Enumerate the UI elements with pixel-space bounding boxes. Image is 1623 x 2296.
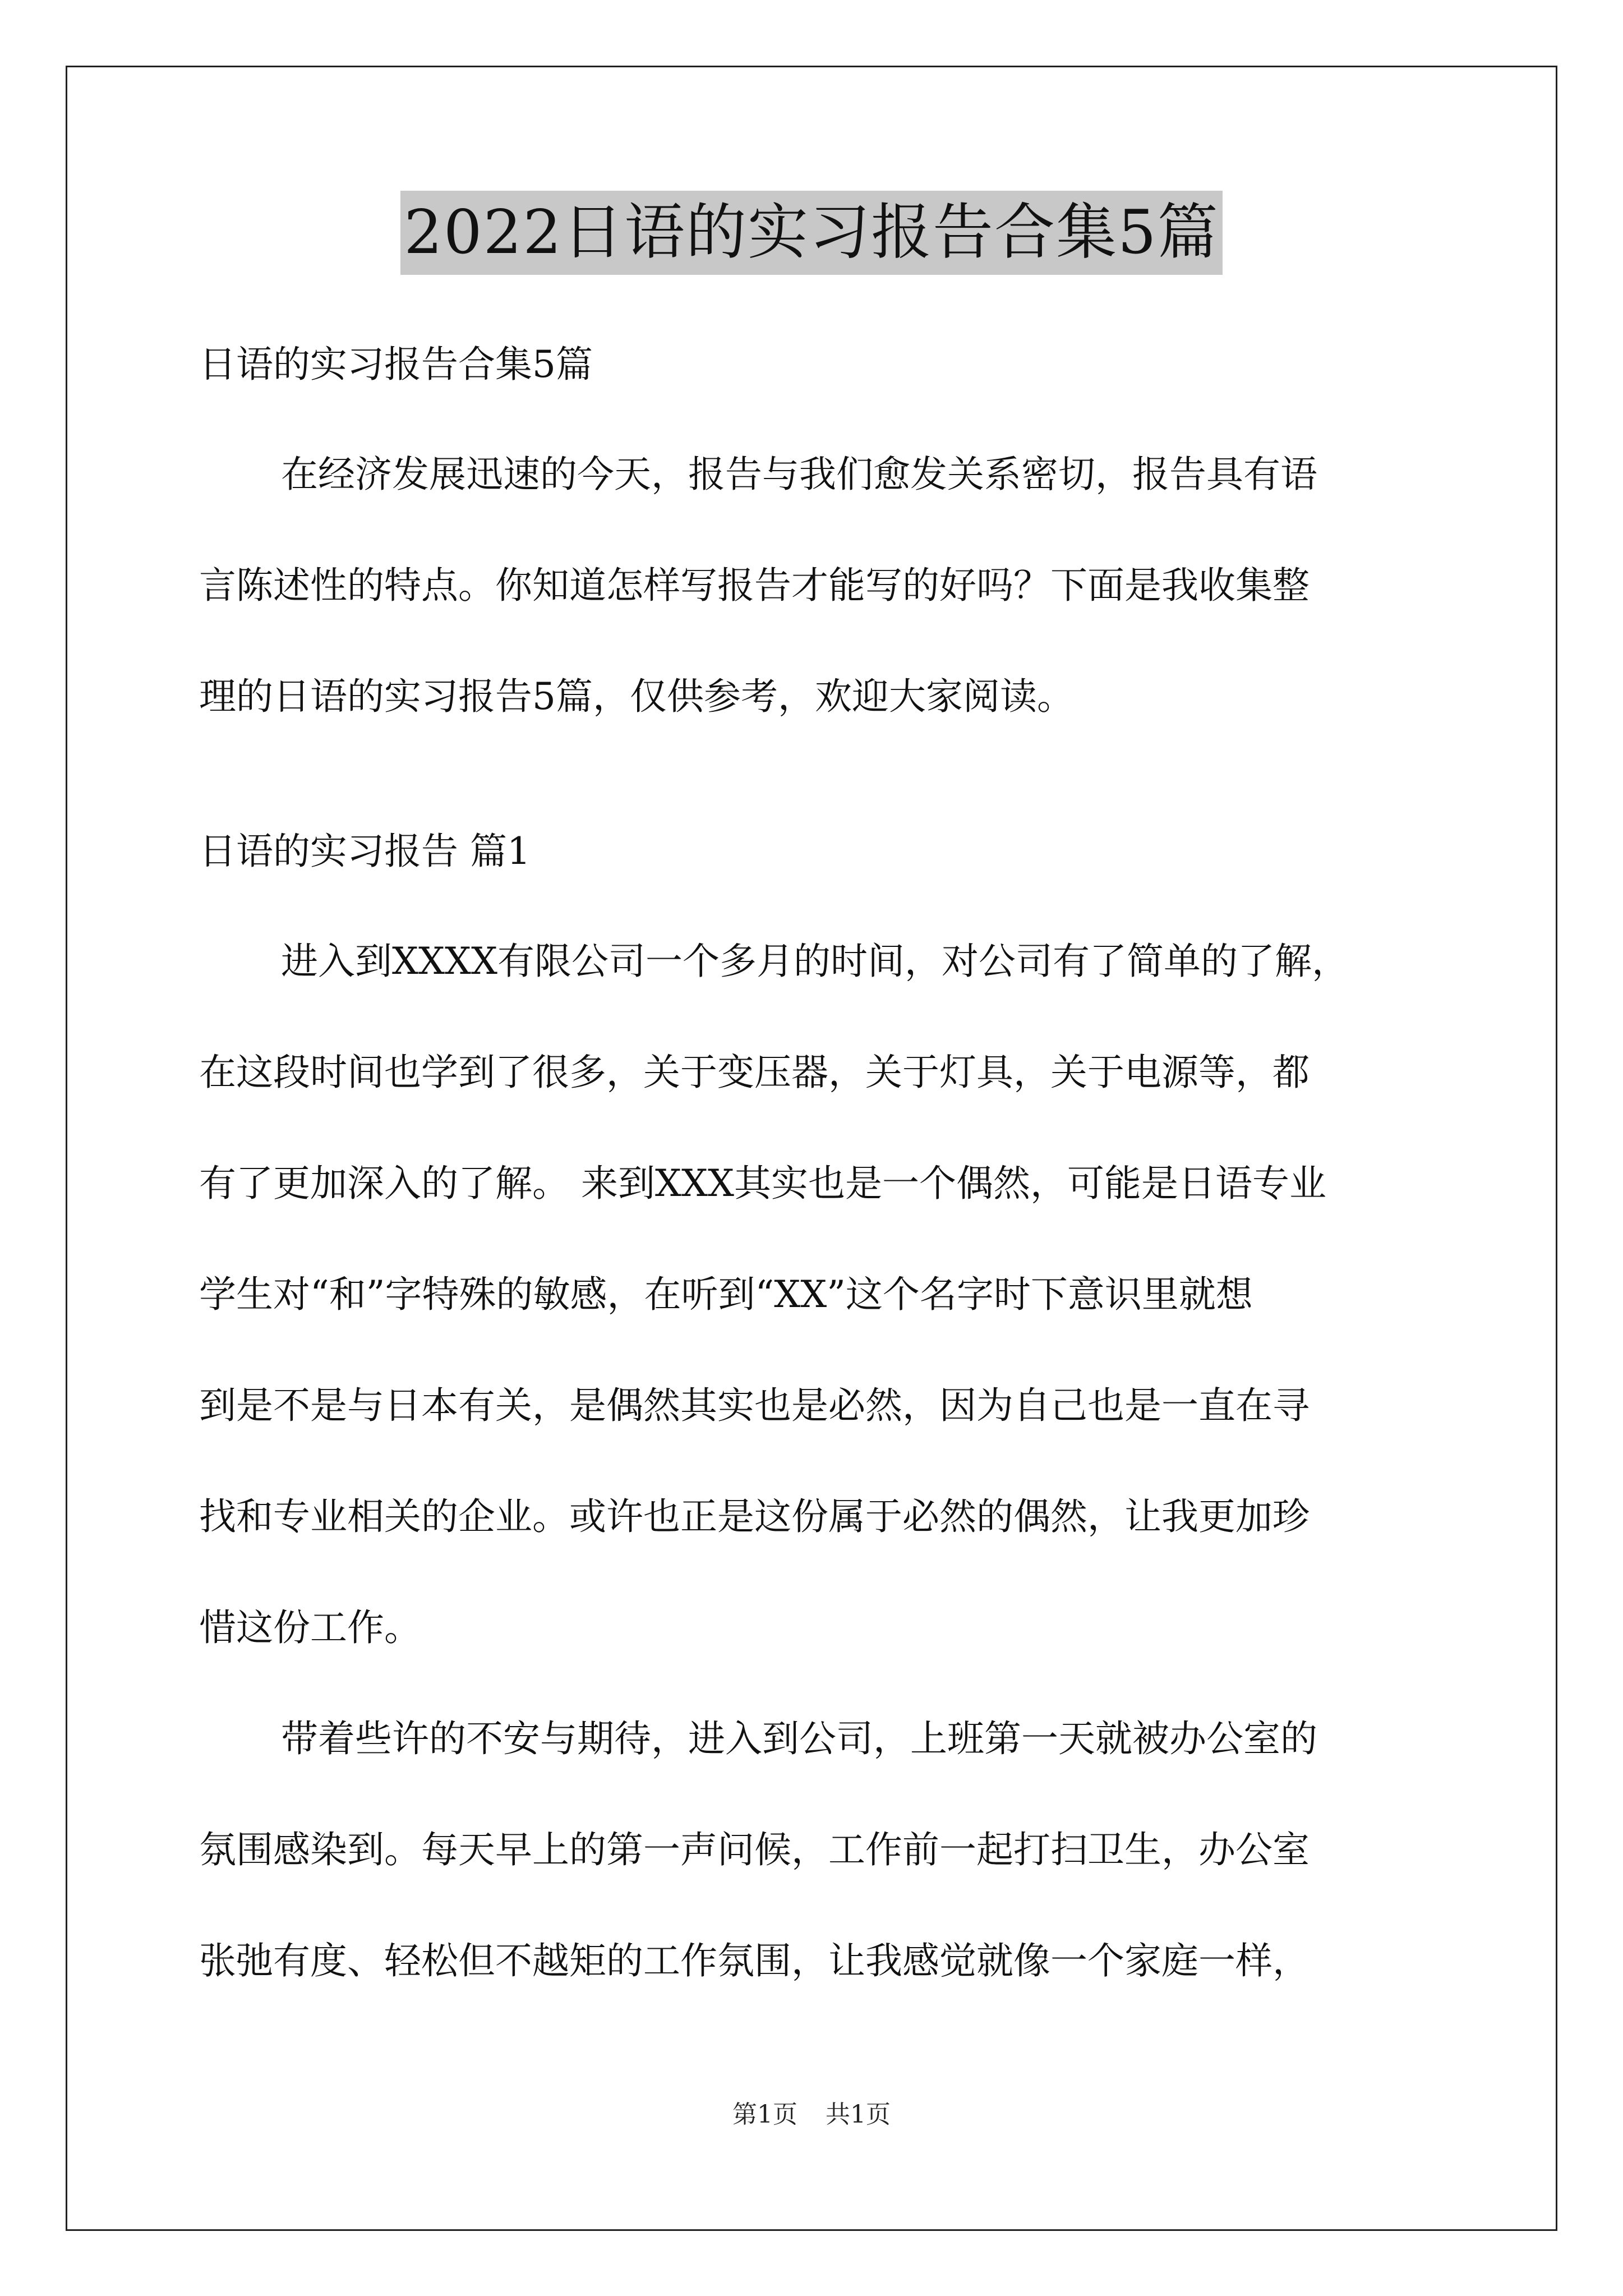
paragraph-line: 学生对“和”字特殊的敏感，在听到“XX”这个名字时下意识里就想 [199,1273,1253,1316]
page-number-total: 共1页 [826,2100,891,2129]
paragraph-line: 言陈述性的特点。你知道怎样写报告才能写的好吗？下面是我收集整 [199,564,1310,607]
section1-paragraph-1 [199,933,1433,1656]
page-footer [0,2098,1623,2132]
document-title: 2022日语的实习报告合集5篇 [400,191,1223,275]
document-body [199,337,1433,2044]
paragraph-line: 氛围感染到。每天早上的第一声问候，工作前一起打扫卫生，办公室 [199,1828,1310,1871]
paragraph-line: 有了更加深入的了解。 来到XXX其实也是一个偶然，可能是日语专业 [199,1162,1326,1205]
paragraph-line: 惜这份工作。 [199,1606,421,1649]
paragraph-line: 在经济发展迅速的今天，报告与我们愈发关系密切，报告具有语 [281,453,1317,496]
paragraph-line: 张弛有度、轻松但不越矩的工作氛围，让我感觉就像一个家庭一样， [199,1939,1310,1982]
section1-paragraph-2 [199,1711,1433,1989]
page-number-current: 第1页 [732,2100,797,2129]
paragraph-line: 进入到XXXX有限公司一个多月的时间，对公司有了简单的了解， [281,940,1349,983]
intro-paragraph [199,447,1433,725]
paragraph-line: 带着些许的不安与期待，进入到公司，上班第一天就被办公室的 [281,1717,1317,1760]
document-subtitle: 日语的实习报告合集5篇 [199,343,593,386]
paragraph-line: 理的日语的实习报告5篇，仅供参考，欢迎大家阅读。 [199,675,1074,718]
paragraph-line: 在这段时间也学到了很多，关于变压器，关于灯具，关于电源等，都 [199,1051,1310,1094]
title-container [0,191,1623,275]
section-heading: 日语的实习报告 篇1 [199,830,531,873]
paragraph-line: 找和专业相关的企业。或许也正是这份属于必然的偶然，让我更加珍 [199,1495,1310,1538]
paragraph-line: 到是不是与日本有关，是偶然其实也是必然，因为自己也是一直在寻 [199,1384,1310,1427]
